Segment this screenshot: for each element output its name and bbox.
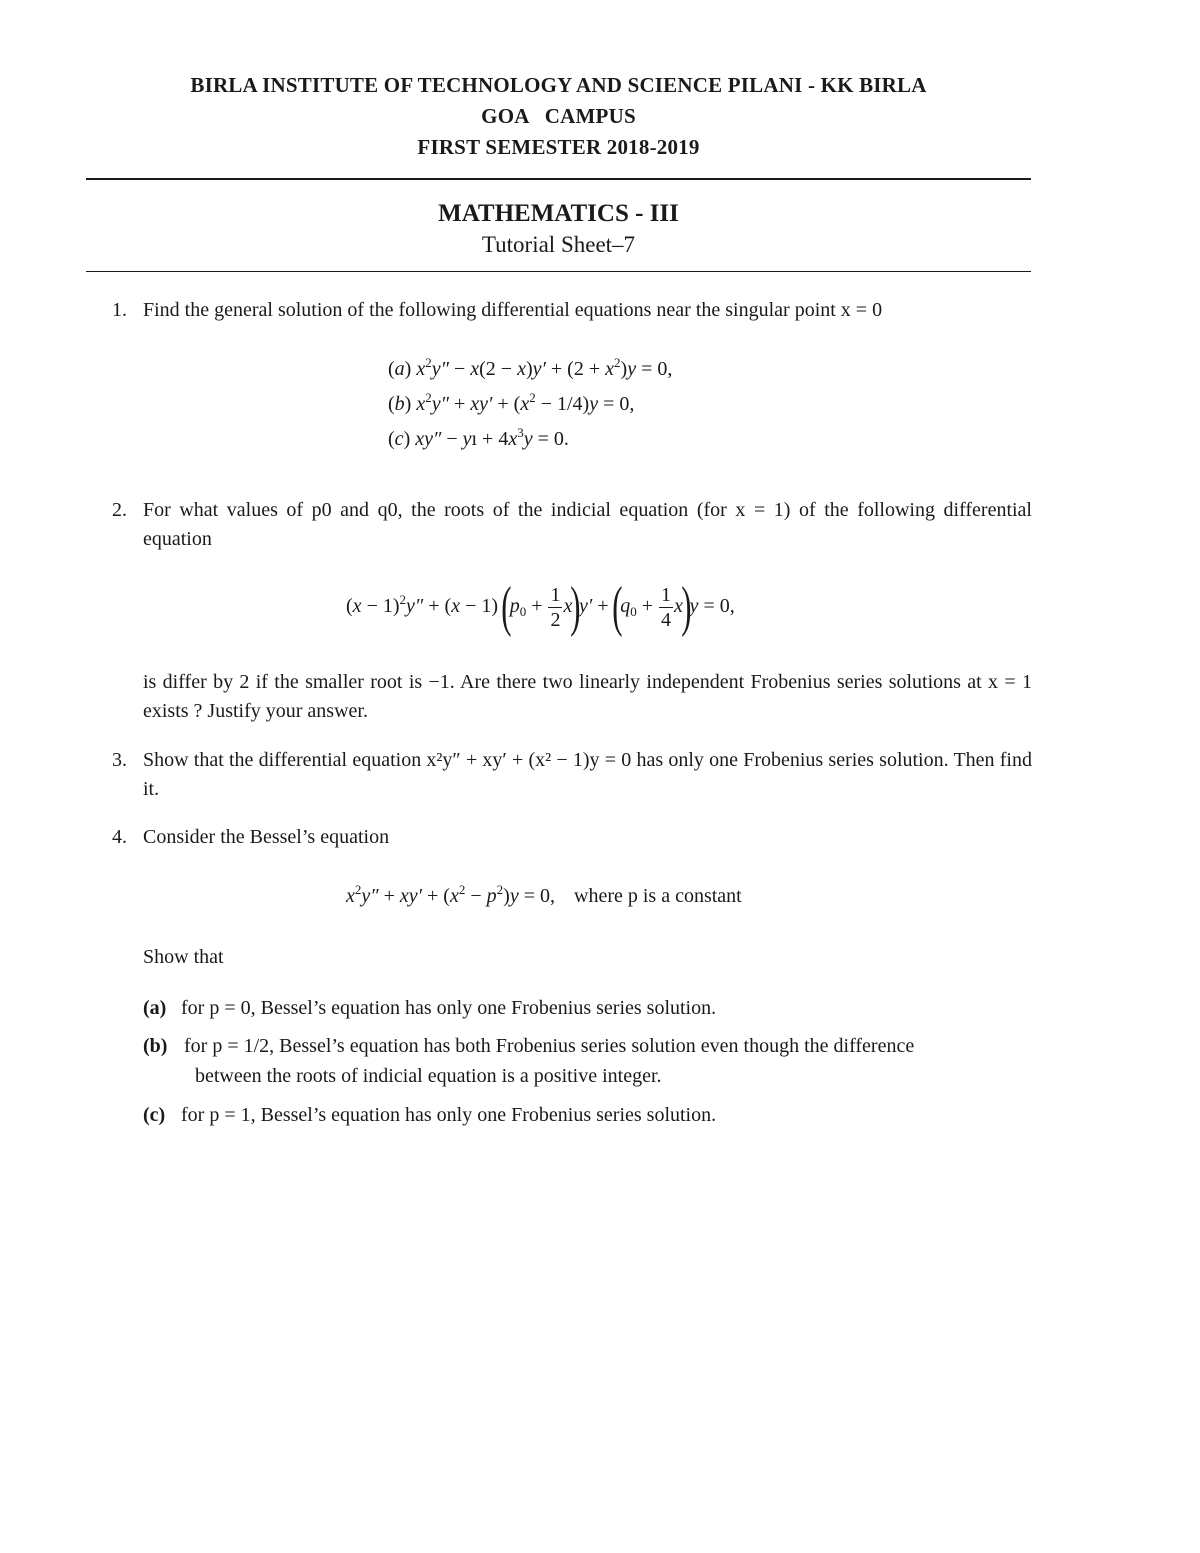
question-number: 3. <box>112 749 127 771</box>
show-that-label: Show that <box>143 946 224 968</box>
part-text: for p = 1, Bessel’s equation has only one Frobenius series solution. <box>181 1104 717 1126</box>
title-divider <box>86 271 1031 272</box>
question-number: 2. <box>112 499 127 521</box>
equation-1b: (b) $x^2y'' + xy' + (x^2 - 1/4)y = 0$, <box>388 390 635 415</box>
sheet-title: Tutorial Sheet–7 <box>481 232 636 257</box>
part-text: for p = 1/2, Bessel’s equation has both Frobenius series solution even though the difference <box>184 1035 915 1057</box>
part-label: (c) <box>143 1104 166 1126</box>
part-b <box>143 1031 1033 1091</box>
question-text: Find the general solution of the following differential equations near the singular point x = 0 <box>143 299 883 321</box>
campus-name: GOA CAMPUS <box>481 104 636 128</box>
equation-2: $(x - 1)^2y'' + (x - 1)$ ($p_0$ + $\frac{1}{2}$ $x)y' + (q_0$ + $\frac{1}{4}$ x)y = 0, <box>346 576 735 639</box>
part-label: (b) <box>143 1035 168 1057</box>
part-label: (a) <box>143 997 167 1019</box>
question-text: For what values of p0 and q0, the roots of the indicial equation (for x = 1) of the following differential equation <box>143 499 1032 550</box>
equation-4: $x^2y'' + xy' + (x^2 - p^2)y = 0$, where p is a constant <box>346 882 742 907</box>
course-title: MATHEMATICS - III <box>438 200 679 227</box>
part-text: for p = 0, Bessel’s equation has only one Frobenius series solution. <box>181 997 717 1019</box>
question-2 <box>112 496 1032 556</box>
semester-label: FIRST SEMESTER 2018-2019 <box>417 135 700 159</box>
equation-1a: (a) $x^2y'' - x(2 - x)y' + (2 + x^2)y = 0$, <box>388 355 673 380</box>
institute-name: BIRLA INSTITUTE OF TECHNOLOGY AND SCIENCE PILANI - KK BIRLA <box>190 73 927 97</box>
question-text: Show that the differential equation x²y″ + xy′ + (x² − 1)y = 0 has only one Frobenius series solution. Then find it. <box>143 749 1032 800</box>
header-divider <box>86 178 1031 180</box>
question-number: 1. <box>112 299 127 321</box>
part-text-continued: between the roots of indicial equation is a positive integer. <box>195 1065 662 1087</box>
question-text: Consider the Bessel’s equation <box>143 826 390 848</box>
question-number: 4. <box>112 826 127 848</box>
equation-suffix: where p is a constant <box>574 885 742 907</box>
equation-1c: (c) xy″ − yı + $4x^3y = 0$. <box>388 425 569 450</box>
question-text: is differ by 2 if the smaller root is −1. Are there two linearly independent Frobenius series solutions at x = 1 exists ? Justify your answer. <box>143 671 1032 722</box>
